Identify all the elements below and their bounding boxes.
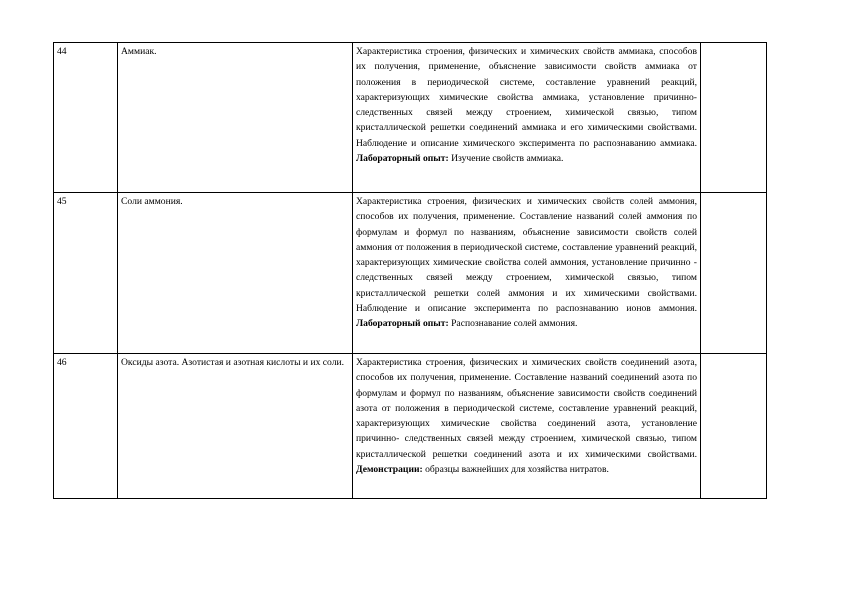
lesson-number: 44 (54, 43, 118, 193)
lessons-table (53, 42, 767, 499)
table-row (54, 193, 767, 354)
lesson-description (353, 193, 701, 354)
lesson-topic: Оксиды азота. Азотистая и азотная кислоты и их соли. (118, 354, 353, 499)
description-text: Характеристика строения, физических и химических свойств аммиака, способов их получения, применение, объяснение зависимости свойств аммиака от положения в периодической системе, составление уравнений реакций, характеризующих химические свойства аммиака, установление причинно-следственных связей между строением, химической связью, типом кристаллической решетки соединений аммиака и его химическими свойствами. Наблюдение и описание химического эксперимента по распознаванию аммиака. (356, 46, 697, 149)
lesson-description (353, 354, 701, 499)
lab-text: Изучение свойств аммиака. (451, 153, 564, 165)
lesson-topic: Соли аммония. (118, 193, 353, 354)
lab-label: Лабораторный опыт: (356, 153, 449, 165)
table-row (54, 354, 767, 499)
lesson-number: 46 (54, 354, 118, 499)
description-text: Характеристика строения, физических и химических свойств соединений азота, способов их получения, применение. Составление названий соединений азота по формулам и формул по названиям, объяснение зависимости свойств соединений азота от положения в периодической системе, составление уравнений реакций, характеризующих химические свойства соединений азота, установление причинно- следственных связей между строением, химической связью, типом кристаллической решетки соединений азота и их химическими свойствами. (356, 357, 697, 460)
extra-cell (701, 354, 767, 499)
lab-text: образцы важнейших для хозяйства нитратов. (425, 464, 609, 476)
extra-cell (701, 193, 767, 354)
extra-cell (701, 43, 767, 193)
lesson-number: 45 (54, 193, 118, 354)
lesson-description (353, 43, 701, 193)
lab-label: Демонстрации: (356, 464, 423, 476)
lab-label: Лабораторный опыт: (356, 318, 449, 330)
description-text: Характеристика строения, физических и химических свойств солей аммония, способов их получения, применение. Составление названий солей аммония по формулам и формул по названиям, объяснение зависимости свойств солей аммония от положения в периодической системе, составление уравнений реакций, характеризующих химические свойства солей аммония, установление причинно - следственных связей между строением, химической связью, типом кристаллической решетки солей аммония и их химическими свойствами. Наблюдение и описание эксперимента по распознаванию ионов аммония. (356, 196, 697, 315)
lesson-topic: Аммиак. (118, 43, 353, 193)
lab-text: Распознавание солей аммония. (451, 318, 578, 330)
table-row (54, 43, 767, 193)
